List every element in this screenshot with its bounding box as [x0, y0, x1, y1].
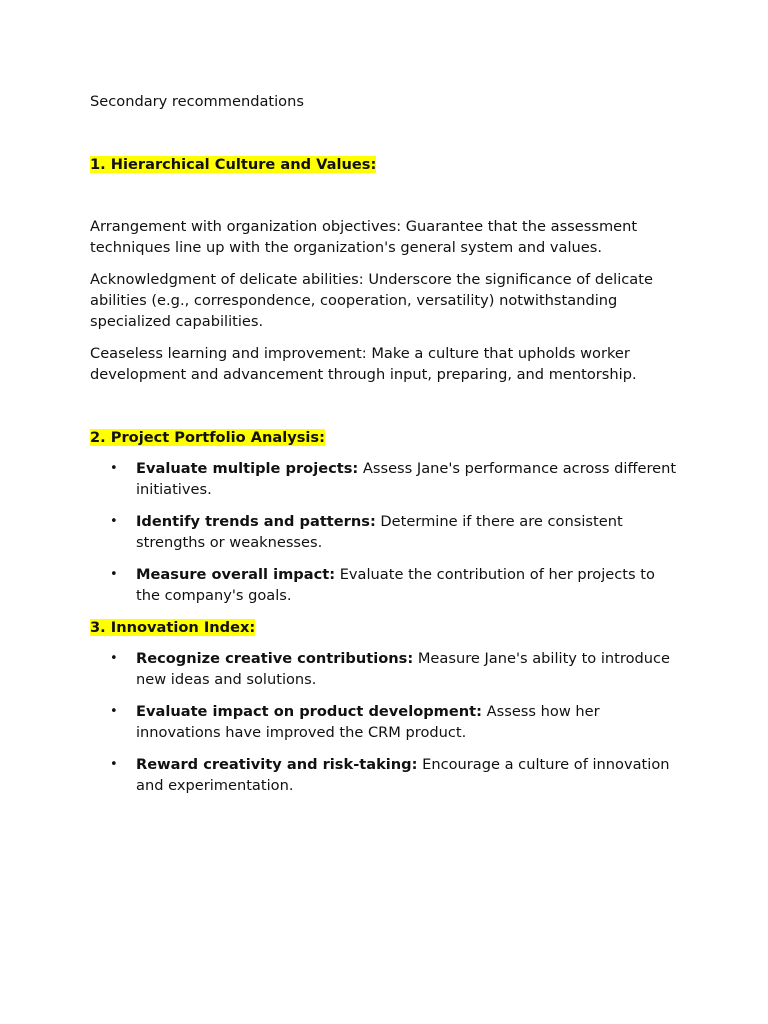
list-item [90, 754, 680, 796]
list-item [90, 458, 680, 500]
paragraph-delicate-abilities: Acknowledgment of delicate abilities: Underscore the significance of delicate abilities (e.g., correspondence, cooperation, versatility) notwithstanding specialized capabilities. [90, 271, 653, 330]
list-item [90, 648, 680, 690]
document-body [90, 91, 680, 807]
list-item-term: Measure overall impact: [136, 566, 336, 583]
section-heading-hierarchical-culture [90, 154, 680, 175]
bullet-icon: • [110, 757, 118, 772]
bullet-icon: • [110, 514, 118, 529]
list-item-term: Evaluate impact on product development: [136, 703, 482, 720]
list-item-text: Encourage a culture of innovation and experimentation. [136, 756, 670, 794]
list-item-term: Evaluate multiple projects: [136, 460, 359, 477]
document-title: Secondary recommendations [90, 93, 304, 110]
list-item-term: Identify trends and patterns: [136, 513, 376, 530]
list-item [90, 511, 680, 553]
heading-highlight: 3. Innovation Index: [90, 619, 256, 636]
bullet-icon: • [110, 461, 118, 476]
section-heading-innovation-index [90, 617, 680, 638]
bullet-list-project-portfolio [90, 458, 680, 606]
bullet-icon: • [110, 651, 118, 666]
list-item-text: Measure Jane's ability to introduce new ideas and solutions. [136, 650, 671, 688]
paragraph-organization-objectives: Arrangement with organization objectives: Guarantee that the assessment techniques line up with the organization's general system and values. [90, 218, 638, 256]
paragraph-ceaseless-learning: Ceaseless learning and improvement: Make a culture that upholds worker development and advancement through input, preparing, and mentorship. [90, 345, 637, 383]
list-item-text: Assess Jane's performance across different initiatives. [136, 460, 677, 498]
list-item-term: Recognize creative contributions: [136, 650, 414, 667]
bullet-icon: • [110, 704, 118, 719]
list-item-text: Evaluate the contribution of her projects to the company's goals. [136, 566, 655, 604]
bullet-list-innovation-index [90, 648, 680, 796]
heading-highlight: 1. Hierarchical Culture and Values: [90, 156, 377, 173]
bullet-icon: • [110, 567, 118, 582]
heading-highlight: 2. Project Portfolio Analysis: [90, 429, 325, 446]
section-heading-project-portfolio [90, 427, 680, 448]
list-item [90, 701, 680, 743]
list-item-text: Determine if there are consistent strengths or weaknesses. [136, 513, 623, 551]
list-item [90, 564, 680, 606]
list-item-text: Assess how her innovations have improved the CRM product. [136, 703, 600, 741]
list-item-term: Reward creativity and risk-taking: [136, 756, 418, 773]
